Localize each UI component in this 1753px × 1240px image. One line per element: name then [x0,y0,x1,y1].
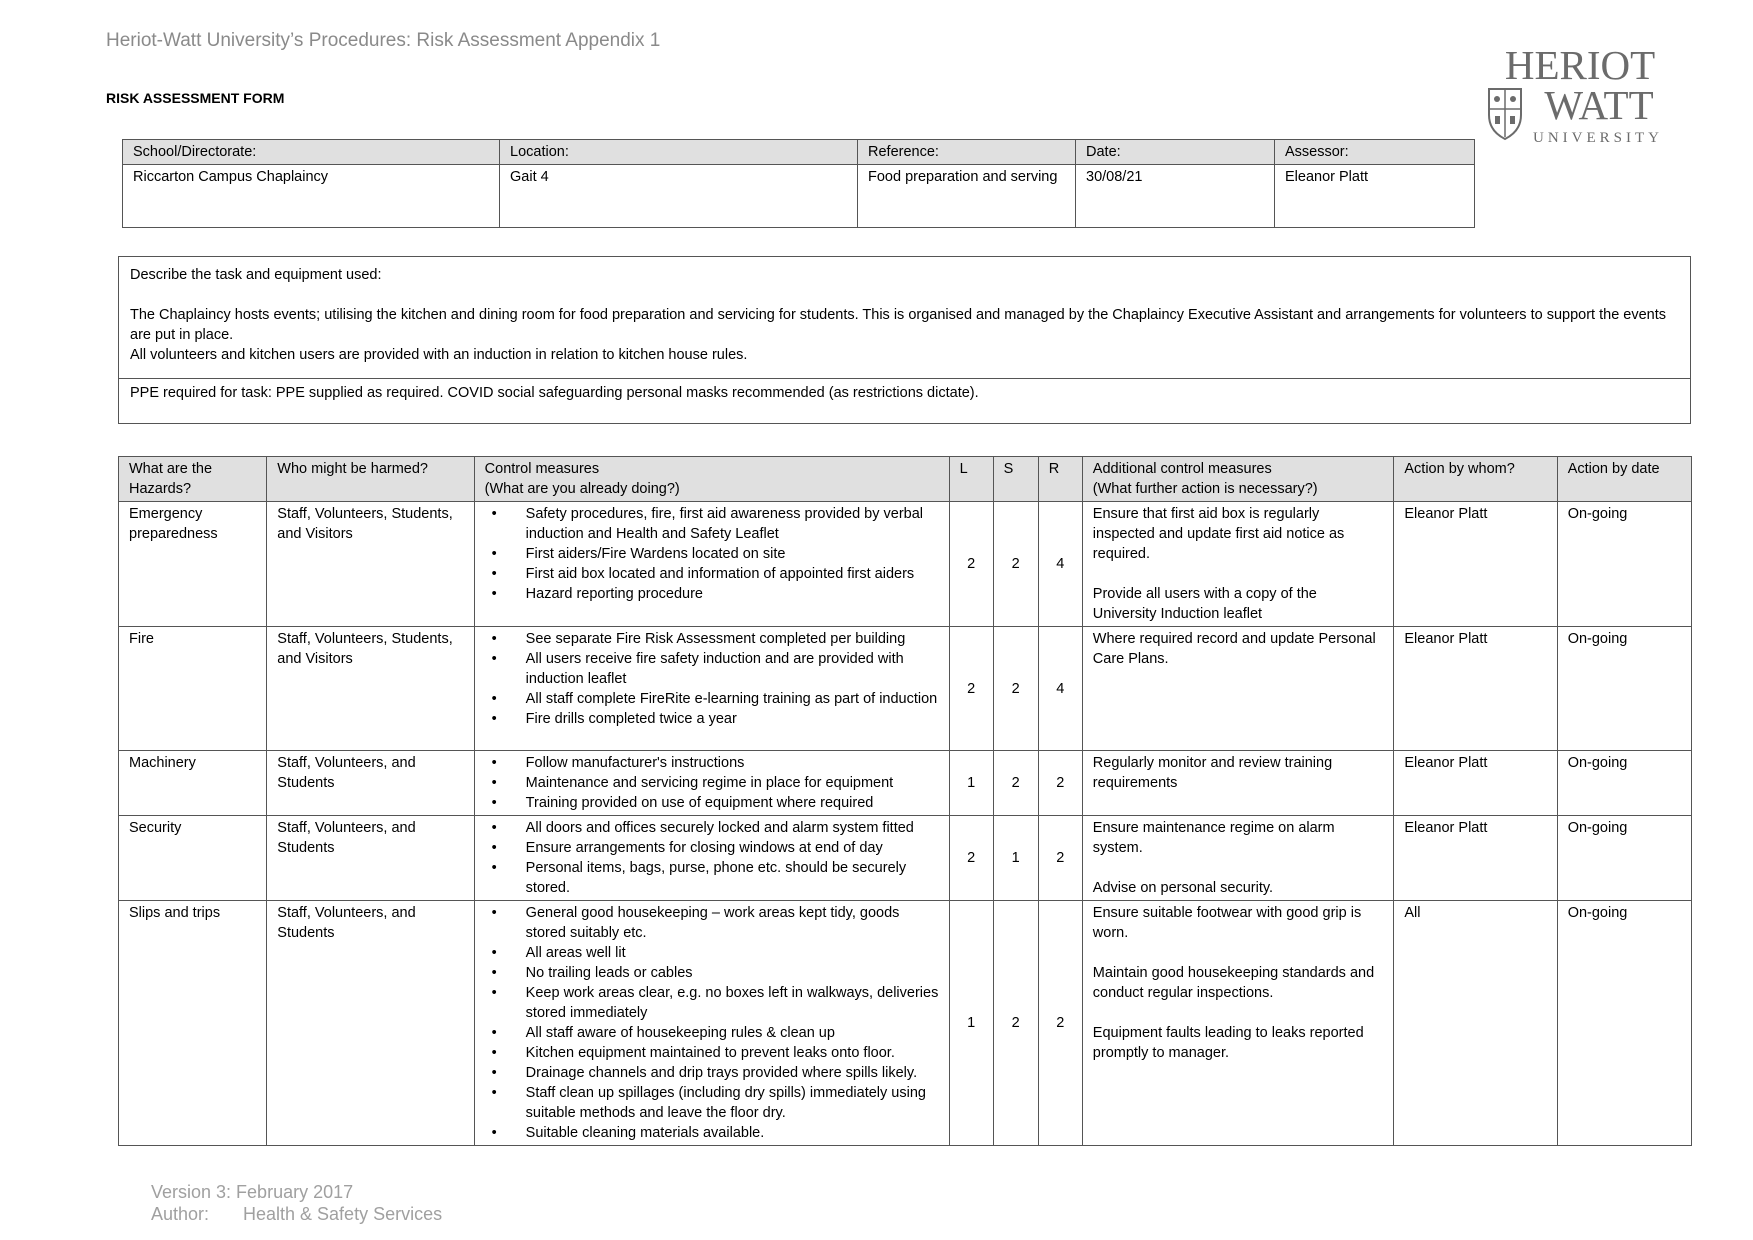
table-row [119,502,1692,627]
header-control-line-2: (What are you already doing?) [484,481,680,497]
hazard-cell: Emergency preparedness [119,502,267,627]
assessor-label: Assessor: [1275,140,1475,165]
footer-author-label: Author: [151,1204,210,1224]
additional-measure-text: Maintain good housekeeping standards and conduct regular inspections. [1092,965,1375,1001]
footer-version: Version 3: February 2017 [151,1182,354,1202]
date-value: 30/08/21 [1076,165,1275,228]
form-title: RISK ASSESSMENT FORM [106,90,285,106]
control-item: • No trailing leads or cables [485,963,939,983]
control-item: • First aiders/Fire Wardens located on site [485,544,939,564]
risk-cell: 4 [1038,502,1082,627]
control-item: • All doors and offices securely locked and alarm system fitted [485,818,939,838]
document-header-title: Heriot-Watt University’s Procedures: Risk Assessment Appendix 1 [106,30,661,51]
control-item: • Keep work areas clear, e.g. no boxes left in walkways, deliveries stored immediately [485,983,939,1023]
header-control-line-1: Control measures [484,461,600,477]
hazard-cell: Slips and trips [119,901,267,1146]
additional-measure-text: Ensure maintenance regime on alarm system. [1092,820,1335,856]
severity-cell: 2 [993,751,1038,816]
date-label: Date: [1076,140,1275,165]
school-value: Riccarton Campus Chaplaincy [123,165,500,228]
risk-assessment-table [118,456,1692,1146]
control-item: • Ensure arrangements for closing windows at end of day [485,838,939,858]
severity-cell: 2 [993,627,1038,751]
header-who: Who might be harmed? [267,457,474,502]
header-action-by-whom: Action by whom? [1394,457,1557,502]
assessment-info-table [122,139,1475,228]
control-item: • First aid box located and information of appointed first aiders [485,564,939,584]
reference-label: Reference: [858,140,1076,165]
additional-measures-cell [1082,627,1394,751]
hazard-cell: Security [119,816,267,901]
crest-icon [1489,89,1521,139]
header-hazards: What are the Hazards? [119,457,267,502]
table-row [119,901,1692,1146]
controls-cell [474,816,949,901]
hazard-cell: Machinery [119,751,267,816]
logo-line-heriot: HERIOT [1504,45,1656,88]
likelihood-cell: 2 [949,502,993,627]
control-item: • All staff complete FireRite e-learning training as part of induction [485,689,939,709]
risk-cell: 2 [1038,816,1082,901]
likelihood-cell: 1 [949,751,993,816]
header-additional-measures [1082,457,1394,502]
severity-cell: 1 [993,816,1038,901]
action-by-date-cell: On-going [1557,627,1691,751]
table-row [119,751,1692,816]
action-by-date-cell: On-going [1557,816,1691,901]
header-r: R [1038,457,1082,502]
risk-table-header-row [119,457,1692,502]
control-item: • All users receive fire safety induction and are provided with induction leaflet [485,649,939,689]
additional-measure-text: Advise on personal security. [1092,880,1274,896]
action-by-whom-cell: Eleanor Platt [1394,627,1557,751]
table-row [119,816,1692,901]
location-value: Gait 4 [500,165,858,228]
additional-measure-text: Provide all users with a copy of the University Induction leaflet [1092,586,1317,622]
who-cell: Staff, Volunteers, Students, and Visitors [267,502,474,627]
control-item: • Hazard reporting procedure [485,584,939,604]
additional-measures-cell [1082,901,1394,1146]
action-by-date-cell: On-going [1557,502,1691,627]
task-description-label: Describe the task and equipment used: [130,267,382,283]
header-l: L [949,457,993,502]
who-cell: Staff, Volunteers, and Students [267,751,474,816]
action-by-whom-cell: Eleanor Platt [1394,751,1557,816]
additional-measures-cell [1082,751,1394,816]
document-footer [151,1181,442,1225]
control-item: • Training provided on use of equipment where required [485,793,939,813]
action-by-date-cell: On-going [1557,751,1691,816]
footer-author-value: Health & Safety Services [243,1204,443,1224]
task-description [119,257,1690,378]
risk-cell: 2 [1038,901,1082,1146]
severity-cell: 2 [993,502,1038,627]
likelihood-cell: 2 [949,816,993,901]
severity-cell: 2 [993,901,1038,1146]
task-description-paragraph-1: The Chaplaincy hosts events; utilising the kitchen and dining room for food preparation and servicing for students. This is organised and managed by the Chaplaincy Executive Assistant and arrangements for volunteers to support the events are put in place. [130,307,1667,343]
control-item: • Drainage channels and drip trays provided where spills likely. [485,1063,939,1083]
risk-cell: 2 [1038,751,1082,816]
logo-line-watt: WATT [1544,82,1654,128]
control-item: • Follow manufacturer's instructions [485,753,939,773]
who-cell: Staff, Volunteers, and Students [267,816,474,901]
controls-cell [474,901,949,1146]
control-item: • All areas well lit [485,943,939,963]
control-item: • Safety procedures, fire, first aid awareness provided by verbal induction and Health and Safety Leaflet [485,504,939,544]
header-additional-line-1: Additional control measures [1092,461,1272,477]
ppe-required: PPE required for task: PPE supplied as required. COVID social safeguarding personal masks recommended (as restrictions dictate). [119,378,1690,423]
footer-author [151,1203,442,1225]
control-item: • Maintenance and servicing regime in place for equipment [485,773,939,793]
additional-measure-text: Ensure that first aid box is regularly inspected and update first aid notice as required. [1092,506,1345,562]
logo-line-university: UNIVERSITY [1533,130,1663,146]
controls-cell [474,502,949,627]
additional-measure-text: Ensure suitable footwear with good grip is worn. [1092,905,1362,941]
table-row [119,627,1692,751]
reference-value: Food preparation and serving [858,165,1076,228]
action-by-whom-cell: All [1394,901,1557,1146]
control-item: • Fire drills completed twice a year [485,709,939,729]
who-cell: Staff, Volunteers, Students, and Visitors [267,627,474,751]
hazard-cell: Fire [119,627,267,751]
additional-measure-text: Equipment faults leading to leaks reported promptly to manager. [1092,1025,1364,1061]
header-s: S [993,457,1038,502]
control-item: • Suitable cleaning materials available. [485,1123,939,1143]
control-item: • Kitchen equipment maintained to prevent leaks onto floor. [485,1043,939,1063]
control-item: • Staff clean up spillages (including dry spills) immediately using suitable methods and leave the floor dry. [485,1083,939,1123]
control-item: • Personal items, bags, purse, phone etc. should be securely stored. [485,858,939,898]
additional-measures-cell [1082,816,1394,901]
risk-cell: 4 [1038,627,1082,751]
controls-cell [474,627,949,751]
school-label: School/Directorate: [123,140,500,165]
task-description-paragraph-2: All volunteers and kitchen users are provided with an induction in relation to kitchen house rules. [130,347,748,363]
additional-measures-cell [1082,502,1394,627]
university-logo [1485,45,1675,150]
additional-measure-text: Where required record and update Personal Care Plans. [1092,631,1376,667]
controls-cell [474,751,949,816]
control-item: • General good housekeeping – work areas kept tidy, goods stored suitably etc. [485,903,939,943]
task-description-box [118,256,1691,424]
additional-measure-text: Regularly monitor and review training requirements [1092,755,1333,791]
header-additional-line-2: (What further action is necessary?) [1092,481,1318,497]
who-cell: Staff, Volunteers, and Students [267,901,474,1146]
likelihood-cell: 2 [949,627,993,751]
header-action-by-date: Action by date [1557,457,1691,502]
header-control-measures [474,457,949,502]
action-by-whom-cell: Eleanor Platt [1394,502,1557,627]
action-by-whom-cell: Eleanor Platt [1394,816,1557,901]
control-item: • See separate Fire Risk Assessment completed per building [485,629,939,649]
likelihood-cell: 1 [949,901,993,1146]
assessor-value: Eleanor Platt [1275,165,1475,228]
action-by-date-cell: On-going [1557,901,1691,1146]
control-item: • All staff aware of housekeeping rules & clean up [485,1023,939,1043]
location-label: Location: [500,140,858,165]
